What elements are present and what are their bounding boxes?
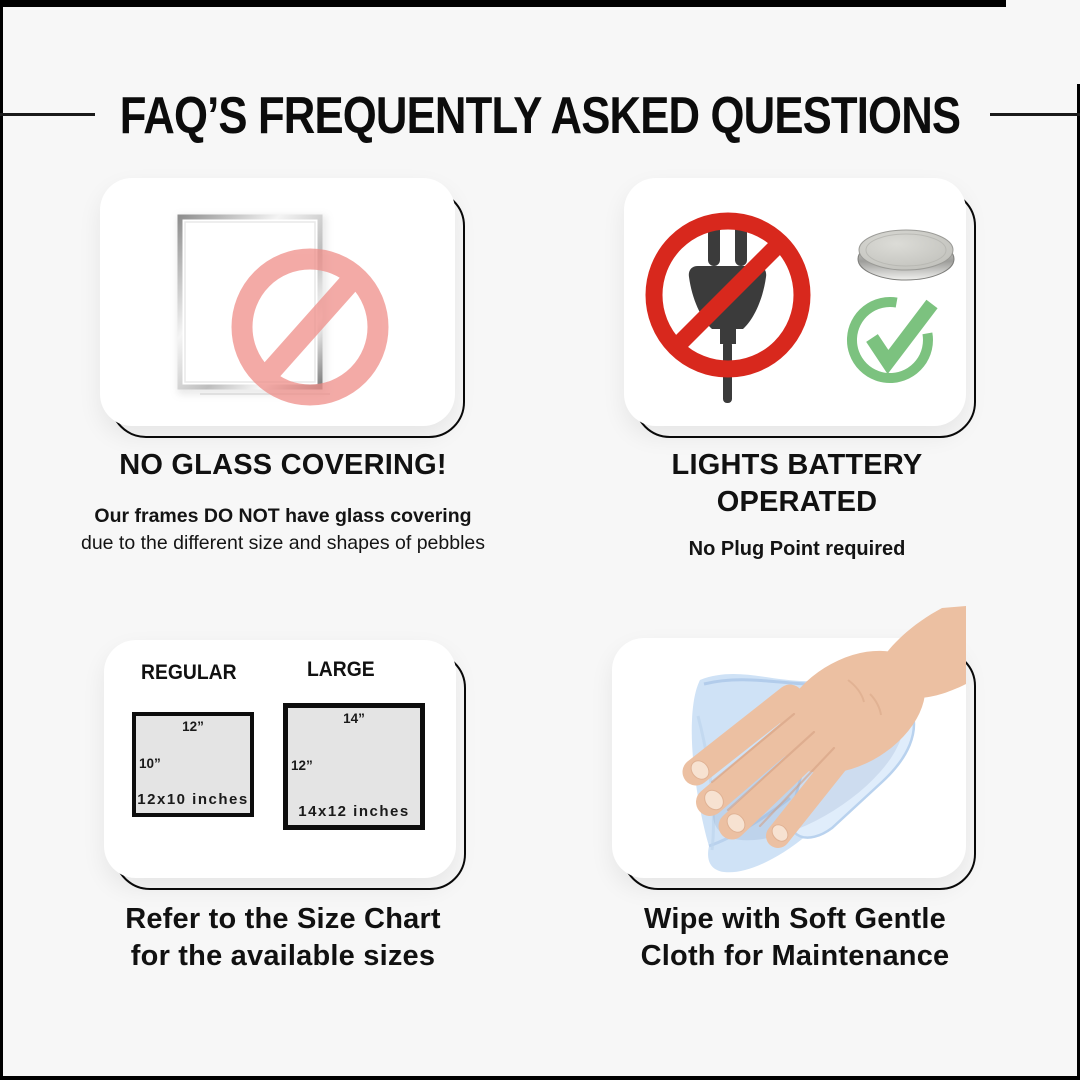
coin-battery-icon [858,230,954,280]
header-decor-line-right [990,113,1080,116]
no-glass-description [80,503,486,557]
size-large-height: 12” [291,757,313,773]
no-plug-icon [654,221,802,403]
size-chart-caption: Refer to the Size Chart for the available sizes [125,903,441,972]
card-size-chart [104,640,456,878]
no-glass-heading: NO GLASS COVERING! [119,449,447,481]
no-glass-description-rest: due to the different size and shapes of pebbles [80,532,485,554]
card-battery [624,178,966,426]
page-border-left [0,0,3,1080]
maintenance-caption: Wipe with Soft Gentle Cloth for Maintenance [640,903,950,972]
green-check-icon [852,302,932,378]
hand-wiping-cloth-icon [612,620,966,900]
prohibition-over-picture-frame-icon [100,178,455,426]
no-glass-description-bold: Our frames DO NOT have glass covering [94,505,472,527]
header [0,78,1080,158]
page-border-top [0,0,1006,7]
size-regular-label: REGULAR [141,661,237,684]
header-decor-line-left [0,113,95,116]
page-title: FAQ’S FREQUENTLY ASKED QUESTIONS [119,87,961,145]
size-regular-width: 12” [182,719,204,734]
battery-heading: LIGHTS BATTERY OPERATED [671,449,923,518]
size-regular-rect [132,712,254,817]
battery-note: No Plug Point required [688,538,906,560]
card-maintenance [612,638,966,878]
size-large-width: 14” [343,711,365,726]
size-regular-height: 10” [139,755,161,771]
page-border-bottom [0,1076,1080,1080]
size-regular-dimensions: 12x10 inches [137,791,249,808]
size-large-rect [283,703,425,830]
card-no-glass [100,178,455,426]
size-large-dimensions: 14x12 inches [298,803,410,820]
size-large-label: LARGE [307,658,375,681]
